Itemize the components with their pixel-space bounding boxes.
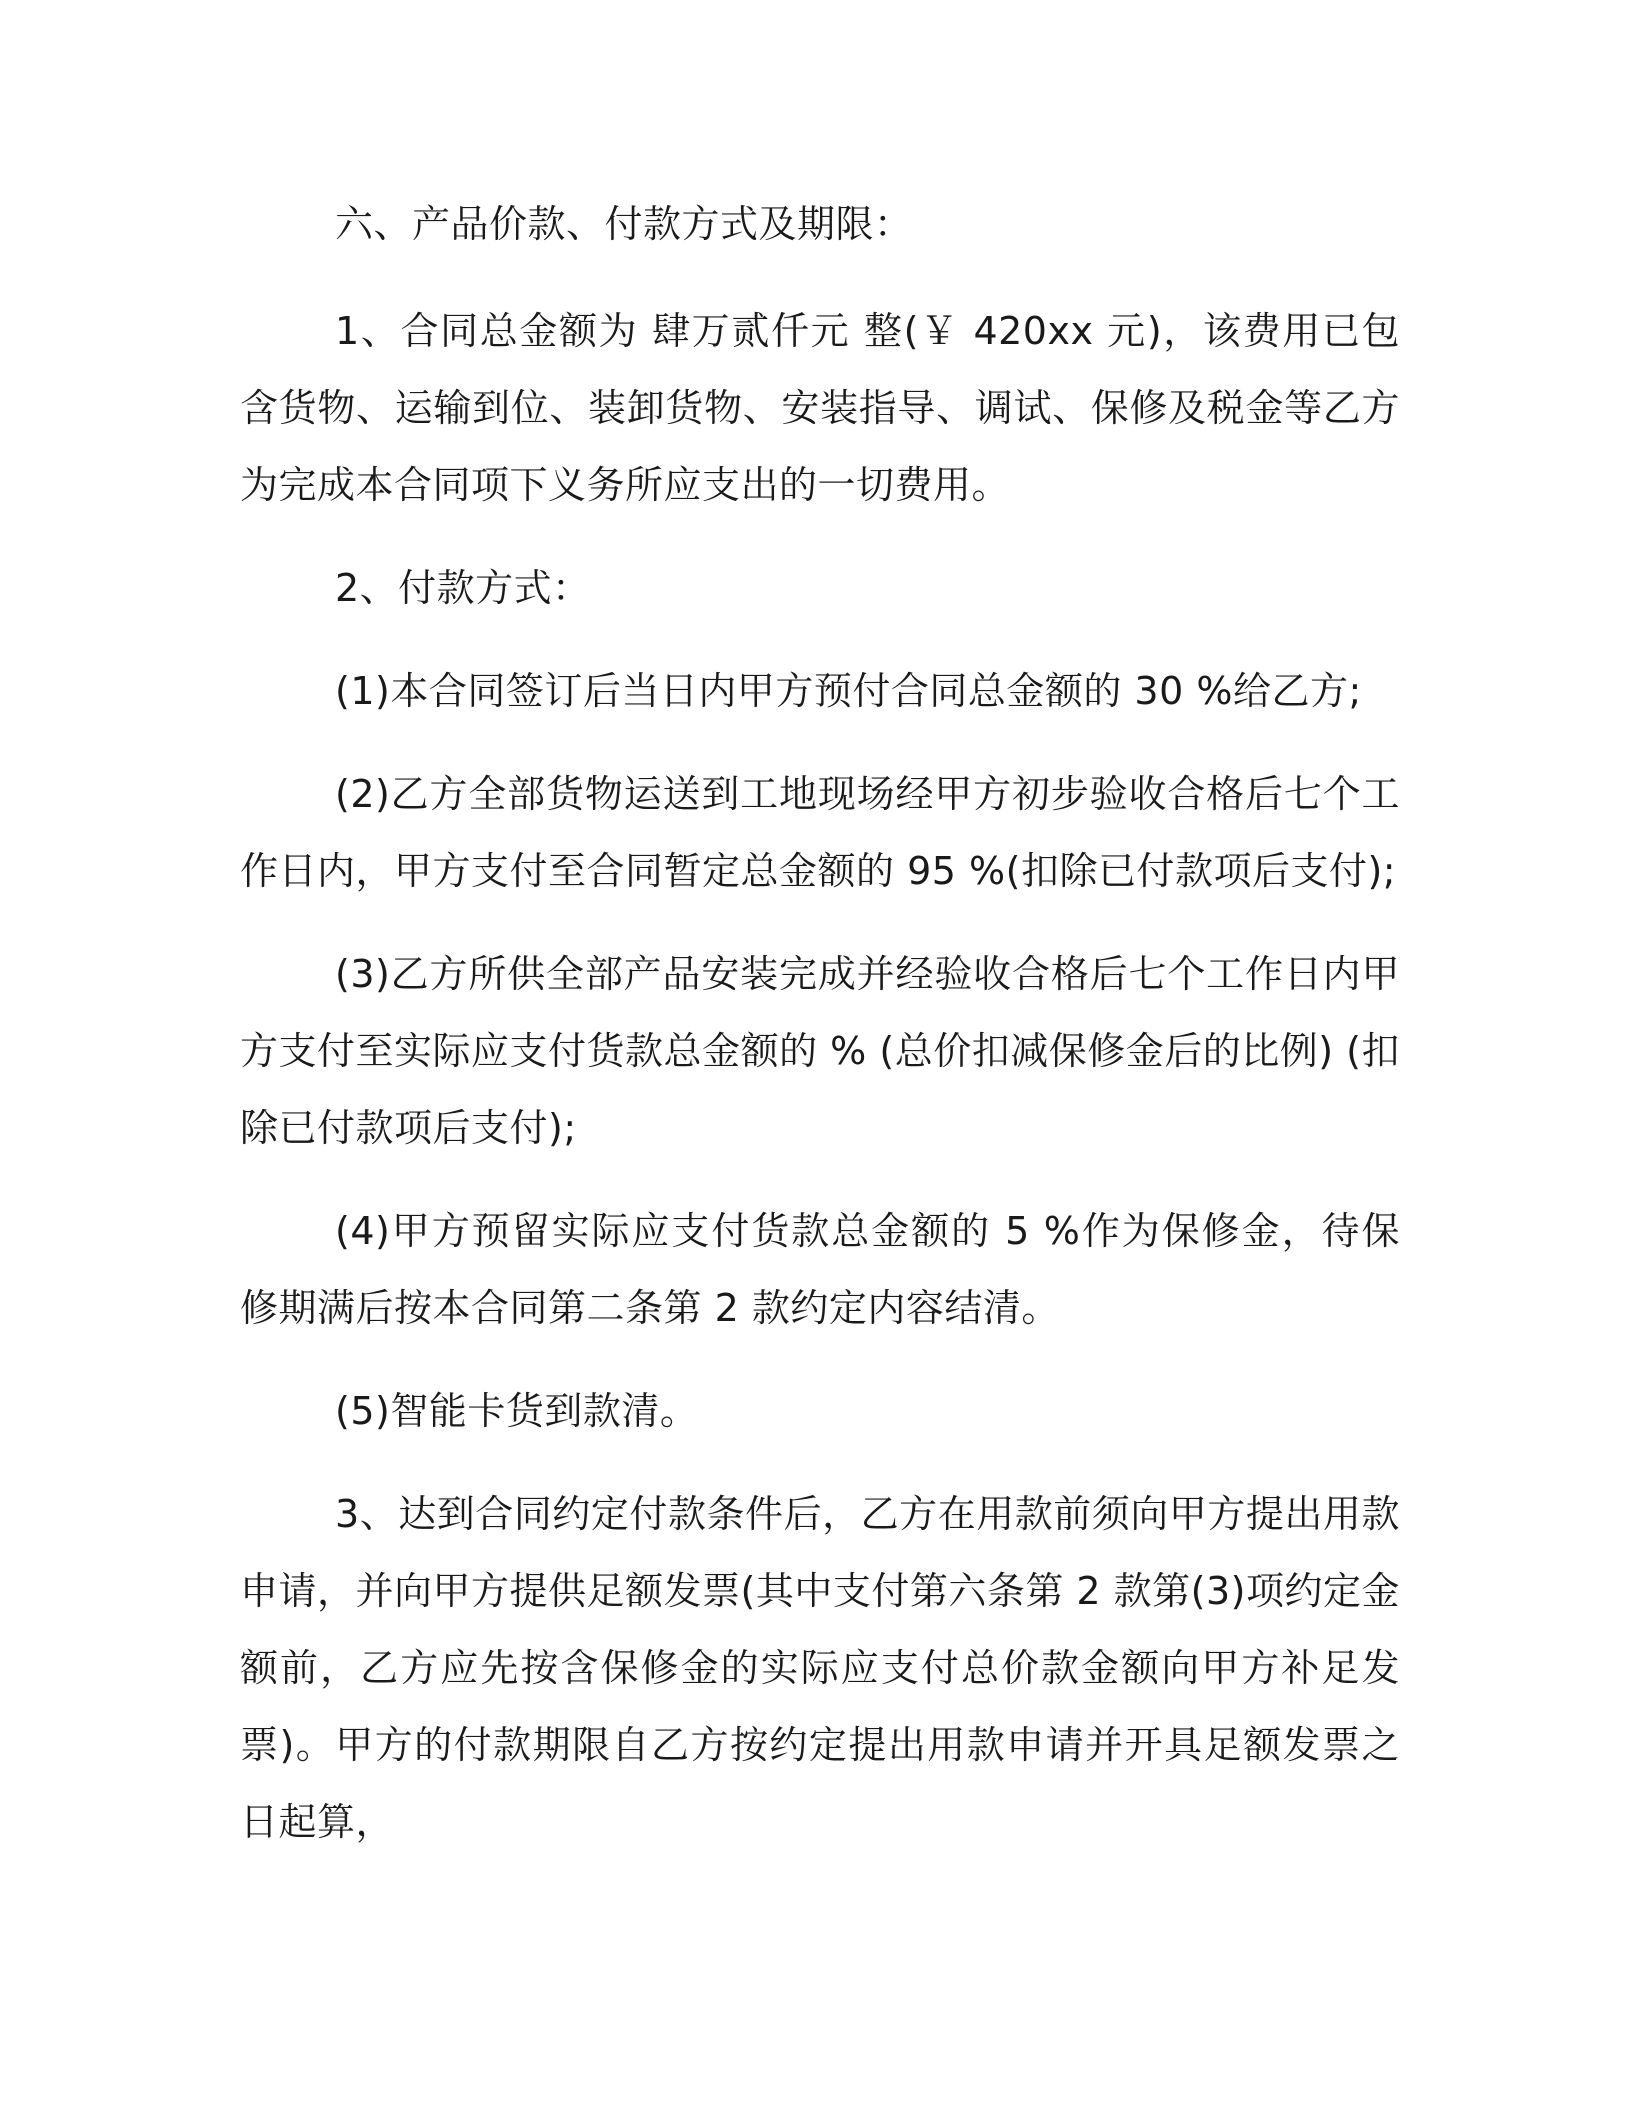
clause-item-4: (4)甲方预留实际应支付货款总金额的 5 %作为保修金，待保修期满后按本合同第二条第 2 款约定内容结清。 <box>240 1209 1400 1330</box>
clause-total-amount: 1、合同总金额为 肆万贰仟元 整(￥ 420xx 元)，该费用已包含货物、运输到位、装卸货物、安装指导、调试、保修及税金等乙方为完成本合同项下义务所应支出的一切费用。 <box>240 309 1400 507</box>
document-body <box>240 186 1400 1887</box>
section-heading: 六、产品价款、付款方式及期限： <box>335 202 913 246</box>
clause-item-1: (1)本合同签订后当日内甲方预付合同总金额的 30 %给乙方; <box>335 669 1362 713</box>
clause-item-5: (5)智能卡货到款清。 <box>335 1389 699 1433</box>
clause-item-2: (2)乙方全部货物运送到工地现场经甲方初步验收合格后七个工作日内，甲方支付至合同暂定总金额的 95 %(扣除已付款项后支付); <box>240 772 1400 893</box>
clause-item-3: (3)乙方所供全部产品安装完成并经验收合格后七个工作日内甲方支付至实际应支付货款总金额的 % (总价扣减保修金后的比例) (扣除已付款项后支付); <box>240 952 1400 1150</box>
clause-payment-conditions: 3、达到合同约定付款条件后，乙方在用款前须向甲方提出用款申请，并向甲方提供足额发票(其中支付第六条第 2 款第(3)项约定金额前，乙方应先按含保修金的实际应支付总价款金额向甲方补足发票)。甲方的付款期限自乙方按约定提出用款申请并开具足额发票之日起算， <box>240 1492 1400 1844</box>
clause-payment-method: 2、付款方式： <box>335 566 591 610</box>
